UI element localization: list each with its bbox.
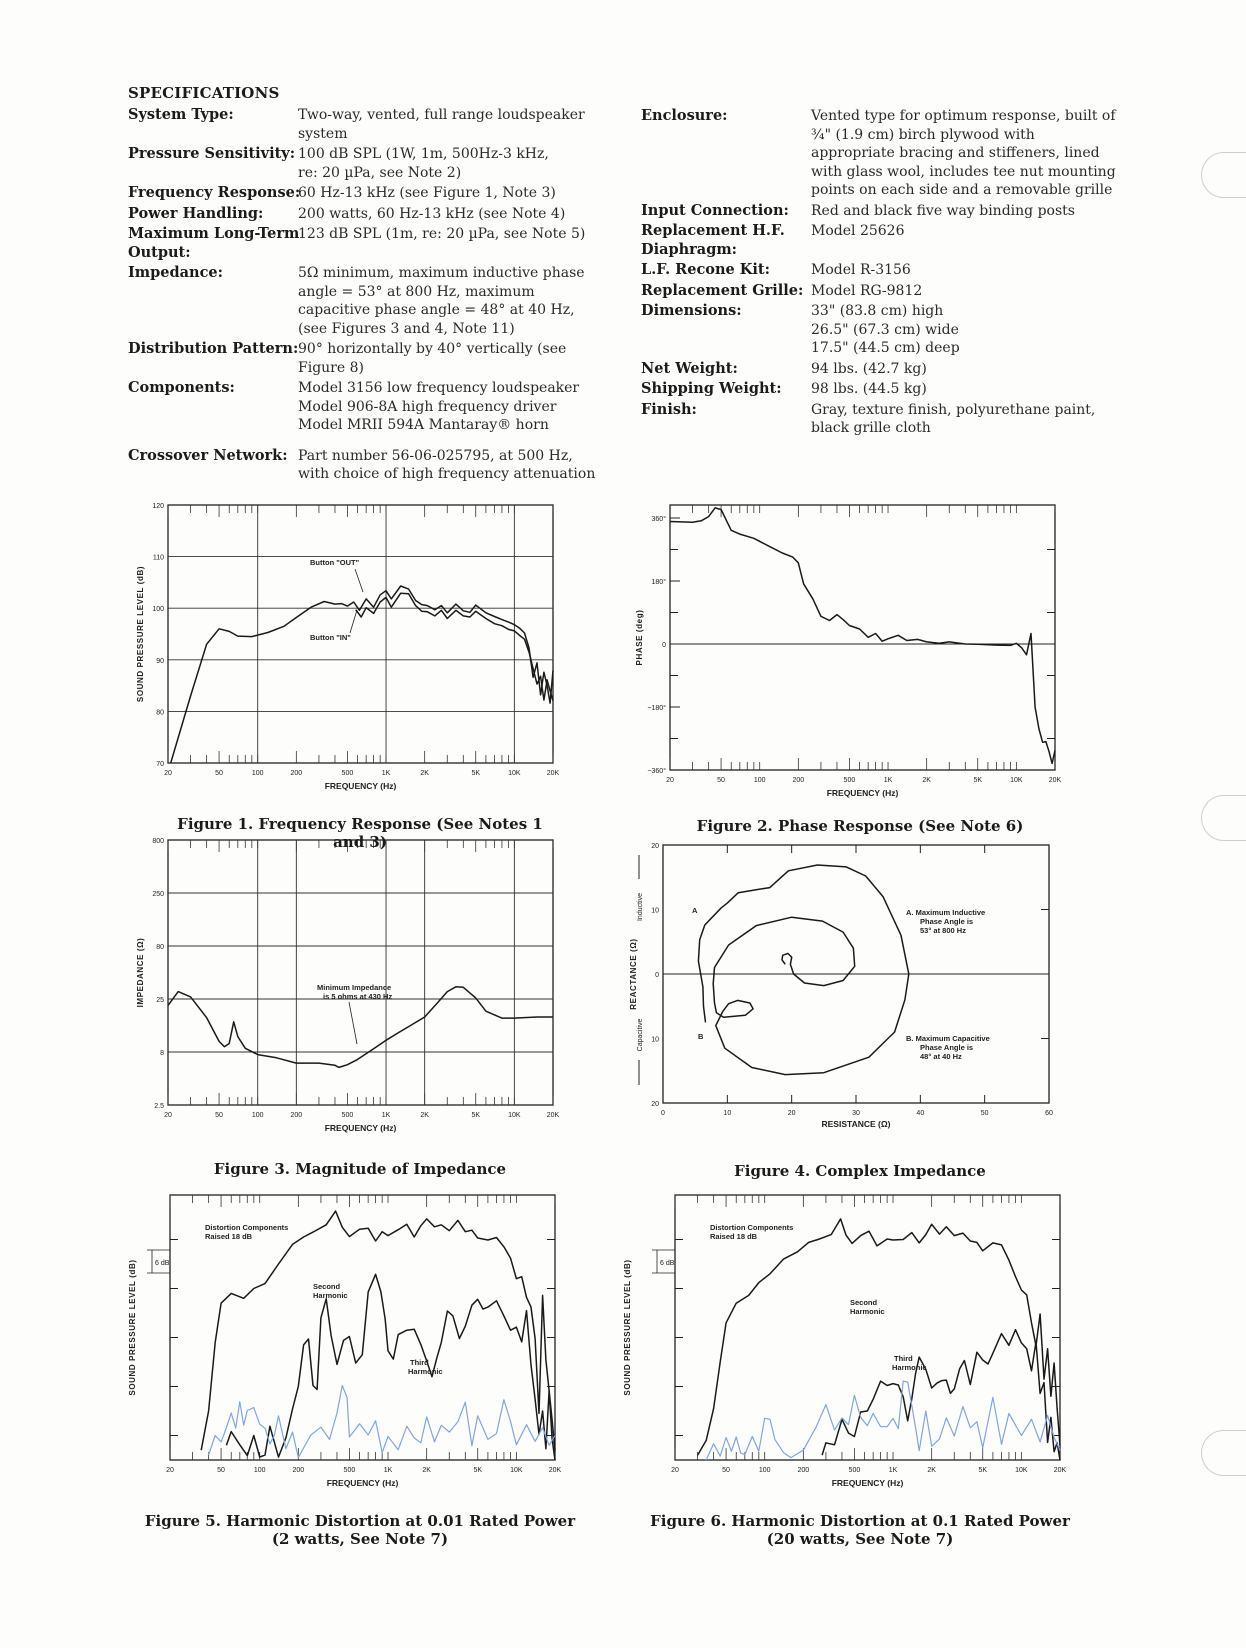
x-tick-label: 5K [471, 1112, 481, 1119]
annotation-distortion: Raised 18 dB [710, 1232, 758, 1241]
x-tick-label: 50 [215, 770, 223, 777]
spec-label [641, 302, 742, 321]
spec-label [641, 282, 803, 301]
spec-label-line: Replacement H.F. [641, 222, 785, 239]
y-tick-label: 0 [662, 642, 666, 649]
x-tick-label: 50 [215, 1112, 223, 1119]
spec-label [128, 225, 299, 262]
x-tick-label: 5K [473, 1467, 483, 1474]
x-tick-label: 20K [546, 770, 560, 777]
x-tick-label: 100 [251, 770, 264, 777]
spec-value-line: Model RG-9812 [811, 282, 923, 299]
spec-label-line: Enclosure: [641, 107, 728, 124]
x-tick-label: 20 [787, 1110, 796, 1117]
y-axis-label: SOUND PRESSURE LEVEL (dB) [623, 1259, 632, 1396]
annotation-distortion: Distortion Components [205, 1223, 289, 1232]
y-tick-label: 110 [152, 554, 164, 562]
annotation-a: 53° at 800 Hz [920, 926, 966, 935]
spec-value-line: system [298, 125, 348, 142]
x-axis-label: FREQUENCY (Hz) [831, 1478, 904, 1488]
x-tick-label: 1K [383, 1467, 393, 1474]
x-tick-label: 1K [381, 770, 391, 777]
spec-value [811, 380, 927, 399]
spec-value [298, 184, 556, 203]
x-tick-label: 500 [843, 777, 856, 784]
spec-label-line: Maximum Long-Term [128, 225, 300, 242]
spec-label [641, 202, 789, 221]
annotation-third-harmonic: Harmonic [408, 1367, 443, 1376]
y-tick-label: 80 [156, 944, 164, 951]
spec-label [128, 379, 235, 398]
spec-value-line: points on each side and a removable grille [811, 182, 1113, 198]
spec-value-line: (see Figures 3 and 4, Note 11) [298, 320, 515, 337]
spec-value-line: 60 Hz-13 kHz (see Figure 1, Note 3) [298, 185, 556, 201]
binder-hole [1201, 795, 1246, 841]
x-tick-label: 50 [217, 1467, 225, 1474]
spec-value [811, 202, 1075, 221]
y-tick-label: 70 [156, 761, 164, 768]
x-tick-label: 1K [888, 1467, 898, 1474]
y-tick-label: 800 [152, 838, 164, 845]
phase-response-chart [630, 505, 1230, 825]
point-label-b: B [698, 1032, 704, 1041]
y-axis-label: SOUND PRESSURE LEVEL (dB) [128, 1259, 137, 1396]
annotation-second-harmonic: Second [313, 1282, 341, 1291]
spec-value-line: 94 lbs. (42.7 kg) [811, 360, 927, 377]
y-tick-label: 10 [651, 907, 659, 915]
spec-value-line: Model 25626 [811, 223, 905, 239]
figure-6-caption-sub: (20 watts, See Note 7) [766, 1530, 954, 1548]
x-tick-label: 200 [792, 777, 805, 784]
spec-label [128, 447, 288, 466]
annotation-button-out: Button "OUT" [310, 558, 360, 567]
spec-label-line: Power Handling: [128, 204, 264, 222]
spec-value [811, 222, 904, 241]
scale-label: 6 dB [660, 1260, 675, 1267]
x-tick-label: 50 [717, 777, 725, 784]
x-tick-label: 100 [758, 1467, 771, 1474]
spec-value-line: Model 906-8A high frequency driver [298, 398, 557, 415]
spec-value [298, 225, 585, 244]
x-axis-label: FREQUENCY (Hz) [324, 1123, 397, 1133]
x-tick-label: 2K [420, 770, 429, 777]
spec-value-line: Vented type for optimum response, built of [811, 108, 1116, 124]
x-tick-label: 20K [1048, 777, 1062, 784]
figure-5-caption: Figure 5. Harmonic Distortion at 0.01 Rated Power [144, 1512, 576, 1530]
y-tick-label: −360° [647, 768, 666, 775]
x-tick-label: 10K [508, 770, 521, 777]
spec-value [298, 447, 595, 484]
spec-label [128, 205, 263, 224]
spec-value-line: appropriate bracing and stiffeners, lined [811, 145, 1100, 161]
spec-label-line: Impedance: [128, 264, 223, 281]
x-tick-label: 2K [922, 777, 931, 784]
spec-value [298, 340, 566, 377]
spec-label-line: Distribution Pattern: [128, 340, 299, 357]
binder-hole [1201, 1430, 1246, 1476]
third-harmonic-curve [706, 1381, 1060, 1460]
spec-label-line: Replacement Grille: [641, 281, 804, 299]
annotation-min-impedance: Minimum Impedance [317, 983, 392, 992]
spec-value [298, 145, 549, 182]
y-tick-label: 20 [651, 1101, 659, 1108]
complex-impedance-curve [698, 865, 908, 1075]
annotation-distortion: Distortion Components [710, 1223, 794, 1232]
distortion-curve [822, 1330, 1060, 1460]
spec-value-line: Model R-3156 [811, 262, 911, 278]
x-tick-label: 100 [253, 1467, 266, 1474]
y-tick-label: 8 [160, 1050, 164, 1057]
spec-label [641, 222, 785, 259]
x-tick-label: 500 [343, 1467, 356, 1474]
x-tick-label: 1K [381, 1112, 391, 1119]
x-tick-label: 20K [548, 1467, 562, 1474]
x-tick-label: 1K [883, 777, 893, 784]
annotation-third-harmonic: Third [894, 1354, 913, 1363]
figure-4-caption: Figure 4. Complex Impedance [734, 1162, 986, 1180]
phase-curve [670, 508, 1055, 764]
spec-value [298, 264, 585, 338]
x-tick-label: 200 [797, 1467, 810, 1474]
y-axis-label: PHASE (deg) [635, 609, 644, 666]
x-tick-label: 100 [753, 777, 766, 784]
spec-value-line: re: 20 µPa, see Note 2) [298, 164, 462, 181]
binder-hole [1201, 152, 1246, 198]
annotation-arrow [350, 610, 357, 633]
spec-label-line: Output: [128, 243, 191, 261]
y-tick-label: 10 [651, 1036, 659, 1044]
spec-label [641, 401, 697, 420]
response-curve [356, 593, 553, 700]
annotation-arrow [349, 1002, 357, 1044]
spec-value-line: Part number 56-06-025795, at 500 Hz, [298, 447, 573, 464]
y-tick-label: 20 [651, 843, 659, 850]
spec-label-line: Components: [128, 379, 235, 396]
annotation-button-in: Button "IN" [310, 633, 351, 642]
harmonic-distortion-01-chart [623, 1195, 1230, 1515]
spec-label-line: System Type: [128, 106, 234, 123]
specs-title: SPECIFICATIONS [128, 84, 280, 102]
spec-value-line: with glass wool, includes tee nut mounting [811, 163, 1116, 180]
x-axis-label: RESISTANCE (Ω) [821, 1119, 891, 1129]
y-tick-label: 180° [651, 579, 666, 586]
spec-value [811, 360, 927, 379]
x-tick-label: 20K [1053, 1467, 1067, 1474]
spec-value-line: 98 lbs. (44.5 kg) [811, 381, 927, 397]
spec-value-line: ¾" (1.9 cm) birch plywood with [811, 126, 1035, 143]
spec-value-line: 200 watts, 60 Hz-13 kHz (see Note 4) [298, 205, 566, 222]
spec-label-line: L.F. Recone Kit: [641, 261, 770, 278]
third-harmonic-curve [209, 1386, 555, 1458]
y-tick-label: 250 [152, 891, 164, 898]
spec-value [811, 261, 911, 280]
x-tick-label: 20 [671, 1467, 679, 1474]
spec-value-line: Two-way, vented, full range loudspeaker [298, 107, 585, 123]
spec-value-line: Red and black five way binding posts [811, 202, 1075, 219]
spec-label [641, 107, 728, 126]
x-tick-label: 30 [852, 1110, 860, 1117]
figure-3-caption: Figure 3. Magnitude of Impedance [213, 1160, 507, 1178]
spec-label [641, 360, 738, 379]
spec-label-line: Net Weight: [641, 359, 738, 377]
spec-value [298, 106, 585, 143]
y-axis-label: SOUND PRESSURE LEVEL (dB) [136, 565, 145, 703]
plot-frame [168, 505, 553, 763]
x-tick-label: 2K [420, 1112, 429, 1119]
x-tick-label: 20 [166, 1467, 174, 1474]
response-curve [171, 586, 553, 763]
figure-6-caption: Figure 6. Harmonic Distortion at 0.1 Rated Power [650, 1512, 1070, 1530]
x-tick-label: 20 [164, 770, 172, 777]
complex-impedance-chart [630, 845, 1230, 1165]
distortion-curve [201, 1211, 555, 1450]
spec-value [298, 205, 565, 224]
spec-value [811, 282, 922, 301]
spec-value-line: Gray, texture finish, polyurethane paint, [811, 401, 1096, 418]
y-tick-label: 90 [156, 657, 164, 665]
spec-label-line: Shipping Weight: [641, 380, 782, 397]
x-tick-label: 10K [1015, 1467, 1028, 1474]
x-tick-label: 5K [973, 777, 983, 784]
annotation-b: B. Maximum Capacitive [906, 1034, 990, 1043]
x-tick-label: 40 [916, 1110, 925, 1117]
x-tick-label: 10K [1010, 777, 1023, 784]
annotation-b: 48° at 40 Hz [920, 1052, 962, 1061]
spec-value [811, 401, 1095, 438]
plot-frame [670, 505, 1055, 770]
x-tick-label: 2K [927, 1467, 936, 1474]
scale-label: 6 dB [155, 1260, 170, 1267]
figure-1-caption: Figure 1. Frequency Response (See Notes 1 and 3) [177, 815, 543, 851]
spec-value-line: with choice of high frequency attenuation [298, 466, 596, 482]
spec-label-line: Pressure Sensitivity: [128, 145, 296, 162]
y-axis-label: IMPEDANCE (Ω) [136, 937, 145, 1008]
y-tick-label: −180° [647, 705, 666, 712]
annotation-a: Phase Angle is [920, 917, 974, 926]
spec-value-line: 17.5" (44.5 cm) deep [811, 340, 960, 356]
point-label-a: A [692, 906, 698, 915]
x-tick-label: 20 [666, 777, 674, 784]
spec-value-line: capacitive phase angle = 48° at 40 Hz, [298, 302, 575, 318]
spec-value [811, 302, 960, 358]
figure-2-caption: Figure 2. Phase Response (See Note 6) [696, 817, 1024, 835]
x-tick-label: 10K [510, 1467, 523, 1474]
spec-value-line: 123 dB SPL (1m, re: 20 µPa, see Note 5) [298, 226, 586, 242]
spec-label-line: Crossover Network: [128, 446, 288, 464]
spec-value-line: 5Ω minimum, maximum inductive phase [298, 265, 585, 281]
spec-label [128, 106, 234, 125]
spec-value-line: Model MRII 594A Mantaray® horn [298, 417, 549, 433]
spec-value-line: Figure 8) [298, 359, 364, 376]
y-tick-label: 360° [651, 516, 666, 523]
y-tick-label: 25 [156, 997, 164, 1004]
y-tick-label: 80 [156, 709, 164, 717]
spec-label [128, 184, 300, 203]
y-tick-label: 2.5 [154, 1103, 164, 1110]
spec-value [811, 107, 1116, 200]
annotation-second-harmonic: Second [850, 1298, 878, 1307]
spec-label-line: Input Connection: [641, 201, 789, 219]
x-tick-label: 200 [292, 1467, 305, 1474]
x-tick-label: 500 [341, 1112, 354, 1119]
x-tick-label: 200 [290, 1112, 303, 1119]
x-tick-label: 5K [471, 770, 481, 777]
x-tick-label: 5K [978, 1467, 988, 1474]
spec-label [128, 340, 298, 359]
annotation-a: A. Maximum Inductive [906, 908, 986, 917]
x-tick-label: 10 [723, 1110, 732, 1117]
x-tick-label: 50 [722, 1467, 730, 1474]
x-tick-label: 60 [1045, 1110, 1053, 1117]
spec-value-line: 26.5" (67.3 cm) wide [811, 321, 959, 338]
spec-label-line: Frequency Response: [128, 184, 301, 201]
x-tick-label: 500 [341, 770, 354, 777]
x-tick-label: 100 [251, 1112, 264, 1119]
spec-value-line: 90° horizontally by 40° vertically (see [298, 341, 567, 357]
spec-label [128, 264, 223, 283]
spec-value-line: 100 dB SPL (1W, 1m, 500Hz-3 kHz, [298, 146, 549, 162]
x-axis-label: FREQUENCY (Hz) [326, 1478, 399, 1488]
x-tick-label: 200 [290, 770, 303, 777]
y-tick-label: 120 [152, 503, 164, 510]
x-tick-label: 10K [508, 1112, 521, 1119]
spec-label-line: Dimensions: [641, 302, 742, 319]
annotation-second-harmonic: Harmonic [850, 1307, 885, 1316]
annotation-b: Phase Angle is [920, 1043, 974, 1052]
spec-value-line: Model 3156 low frequency loudspeaker [298, 380, 580, 396]
capacitive-label: Capacitive [637, 1018, 644, 1052]
x-tick-label: 0 [661, 1110, 665, 1117]
figure-5-caption-sub: (2 watts, See Note 7) [271, 1530, 449, 1548]
annotation-third-harmonic: Harmonic [892, 1363, 927, 1372]
plot-frame [168, 840, 553, 1105]
x-tick-label: 20 [164, 1112, 172, 1119]
spec-value-line: 33" (83.8 cm) high [811, 303, 944, 319]
spec-label-line: Finish: [641, 400, 697, 418]
spec-value-line: angle = 53° at 800 Hz, maximum [298, 283, 535, 300]
x-axis-label: FREQUENCY (Hz) [826, 788, 899, 798]
y-tick-label: 100 [152, 606, 164, 614]
x-tick-label: 500 [848, 1467, 861, 1474]
annotation-min-impedance: is 5 ohms at 430 Hz [323, 992, 393, 1001]
spec-label [128, 145, 295, 164]
x-axis-label: FREQUENCY (Hz) [324, 781, 397, 791]
x-tick-label: 20K [546, 1112, 560, 1119]
spec-label [641, 261, 770, 280]
annotation-second-harmonic: Harmonic [313, 1291, 348, 1300]
y-axis-label: REACTANCE (Ω) [629, 938, 638, 1010]
x-tick-label: 50 [980, 1110, 989, 1117]
distortion-curve [226, 1274, 555, 1460]
spec-value [298, 379, 579, 435]
annotation-third-harmonic: Third [410, 1358, 429, 1367]
inductive-label: Inductive [637, 892, 644, 922]
spec-label [641, 380, 782, 399]
annotation-arrow [355, 569, 363, 592]
x-tick-label: 2K [422, 1467, 431, 1474]
spec-value-line: black grille cloth [811, 420, 931, 436]
annotation-distortion: Raised 18 dB [205, 1232, 253, 1241]
spec-label-line: Diaphragm: [641, 240, 738, 258]
distortion-curve [698, 1219, 1060, 1455]
y-tick-label: 0 [655, 972, 659, 979]
